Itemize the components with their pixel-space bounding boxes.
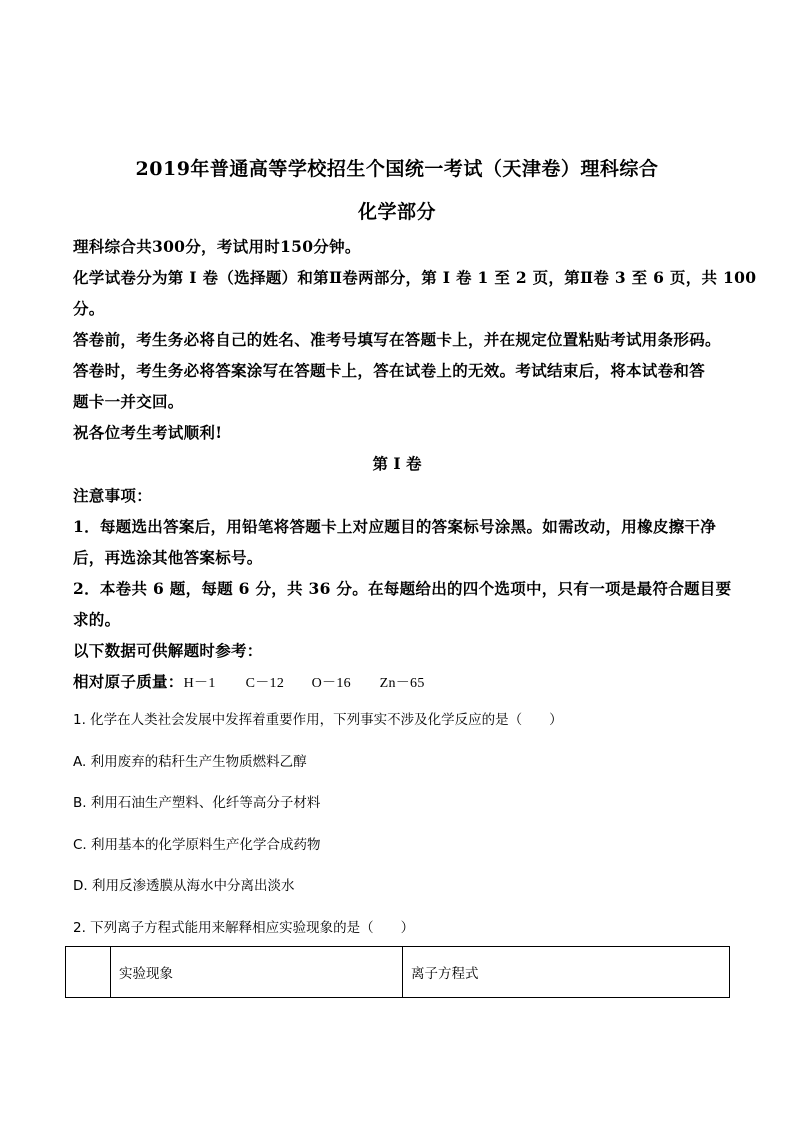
intro-line-4: 答卷前，考生务必将自己的姓名、准考号填写在答题卡上，并在规定位置粘贴考试用条形码。 [73,330,721,349]
intro-line-3: 分。 [73,299,105,318]
intro-line-7: 祝各位考生考试顺利! [73,423,223,442]
section-title: 第 I 卷 [372,454,422,473]
question-2-stem: 2. 下列离子方程式能用来解释相应实验现象的是（ ） [73,920,415,936]
intro-line-2: 化学试卷分为第 I 卷（选择题）和第Ⅱ卷两部分，第 I 卷 1 至 2 页，第Ⅱ卷 3 至 6 页，共 100 [73,268,757,287]
atomic-mass-line [73,670,425,692]
note-1-line-2: 后，再选涂其他答案标号。 [73,548,263,567]
table-header-phenomenon: 实验现象 [111,947,403,998]
question-1-option-c: C. 利用基本的化学原料生产化学合成药物 [73,837,321,853]
notes-heading: 注意事项： [73,486,153,505]
atomic-mass-c: C－12 [245,676,285,691]
reference-line: 以下数据可供解题时参考： [73,641,263,660]
question-1-option-d: D. 利用反渗透膜从海水中分离出淡水 [73,878,295,894]
question-1-option-a: A. 利用废弃的秸秆生产生物质燃料乙醇 [73,754,307,770]
note-2-line-1: 2．本卷共 6 题，每题 6 分，共 36 分。在每题给出的四个选项中，只有一项是最符合题目要 [73,579,732,598]
atomic-mass-zn: Zn－65 [379,676,425,691]
note-2-line-2: 求的。 [73,610,121,629]
intro-line-6: 题卡一并交回。 [73,392,184,411]
table-header-equation: 离子方程式 [403,947,730,998]
intro-line-1: 理科综合共300分，考试用时150分钟。 [73,237,361,256]
question-1-option-b: B. 利用石油生产塑料、化纤等高分子材料 [73,795,321,811]
atomic-mass-h: H－1 [183,676,216,691]
question-1-stem: 1. 化学在人类社会发展中发挥着重要作用，下列事实不涉及化学反应的是（ ） [73,712,563,728]
exam-subtitle: 化学部分 [357,201,436,223]
atomic-mass-o: O－16 [311,676,351,691]
question-2-table [65,946,730,998]
note-1-line-1: 1．每题选出答案后，用铅笔将答题卡上对应题目的答案标号涂黑。如需改动，用橡皮擦干净 [73,517,717,536]
table-header-blank [66,947,111,998]
intro-line-5: 答卷时，考生务必将答案涂写在答题卡上，答在试卷上的无效。考试结束后，将本试卷和答 [73,361,706,380]
atomic-mass-label: 相对原子质量： [73,672,184,691]
table-header-row [66,947,730,998]
exam-title: 2019年普通高等学校招生个国统一考试（天津卷）理科综合 [135,158,659,180]
